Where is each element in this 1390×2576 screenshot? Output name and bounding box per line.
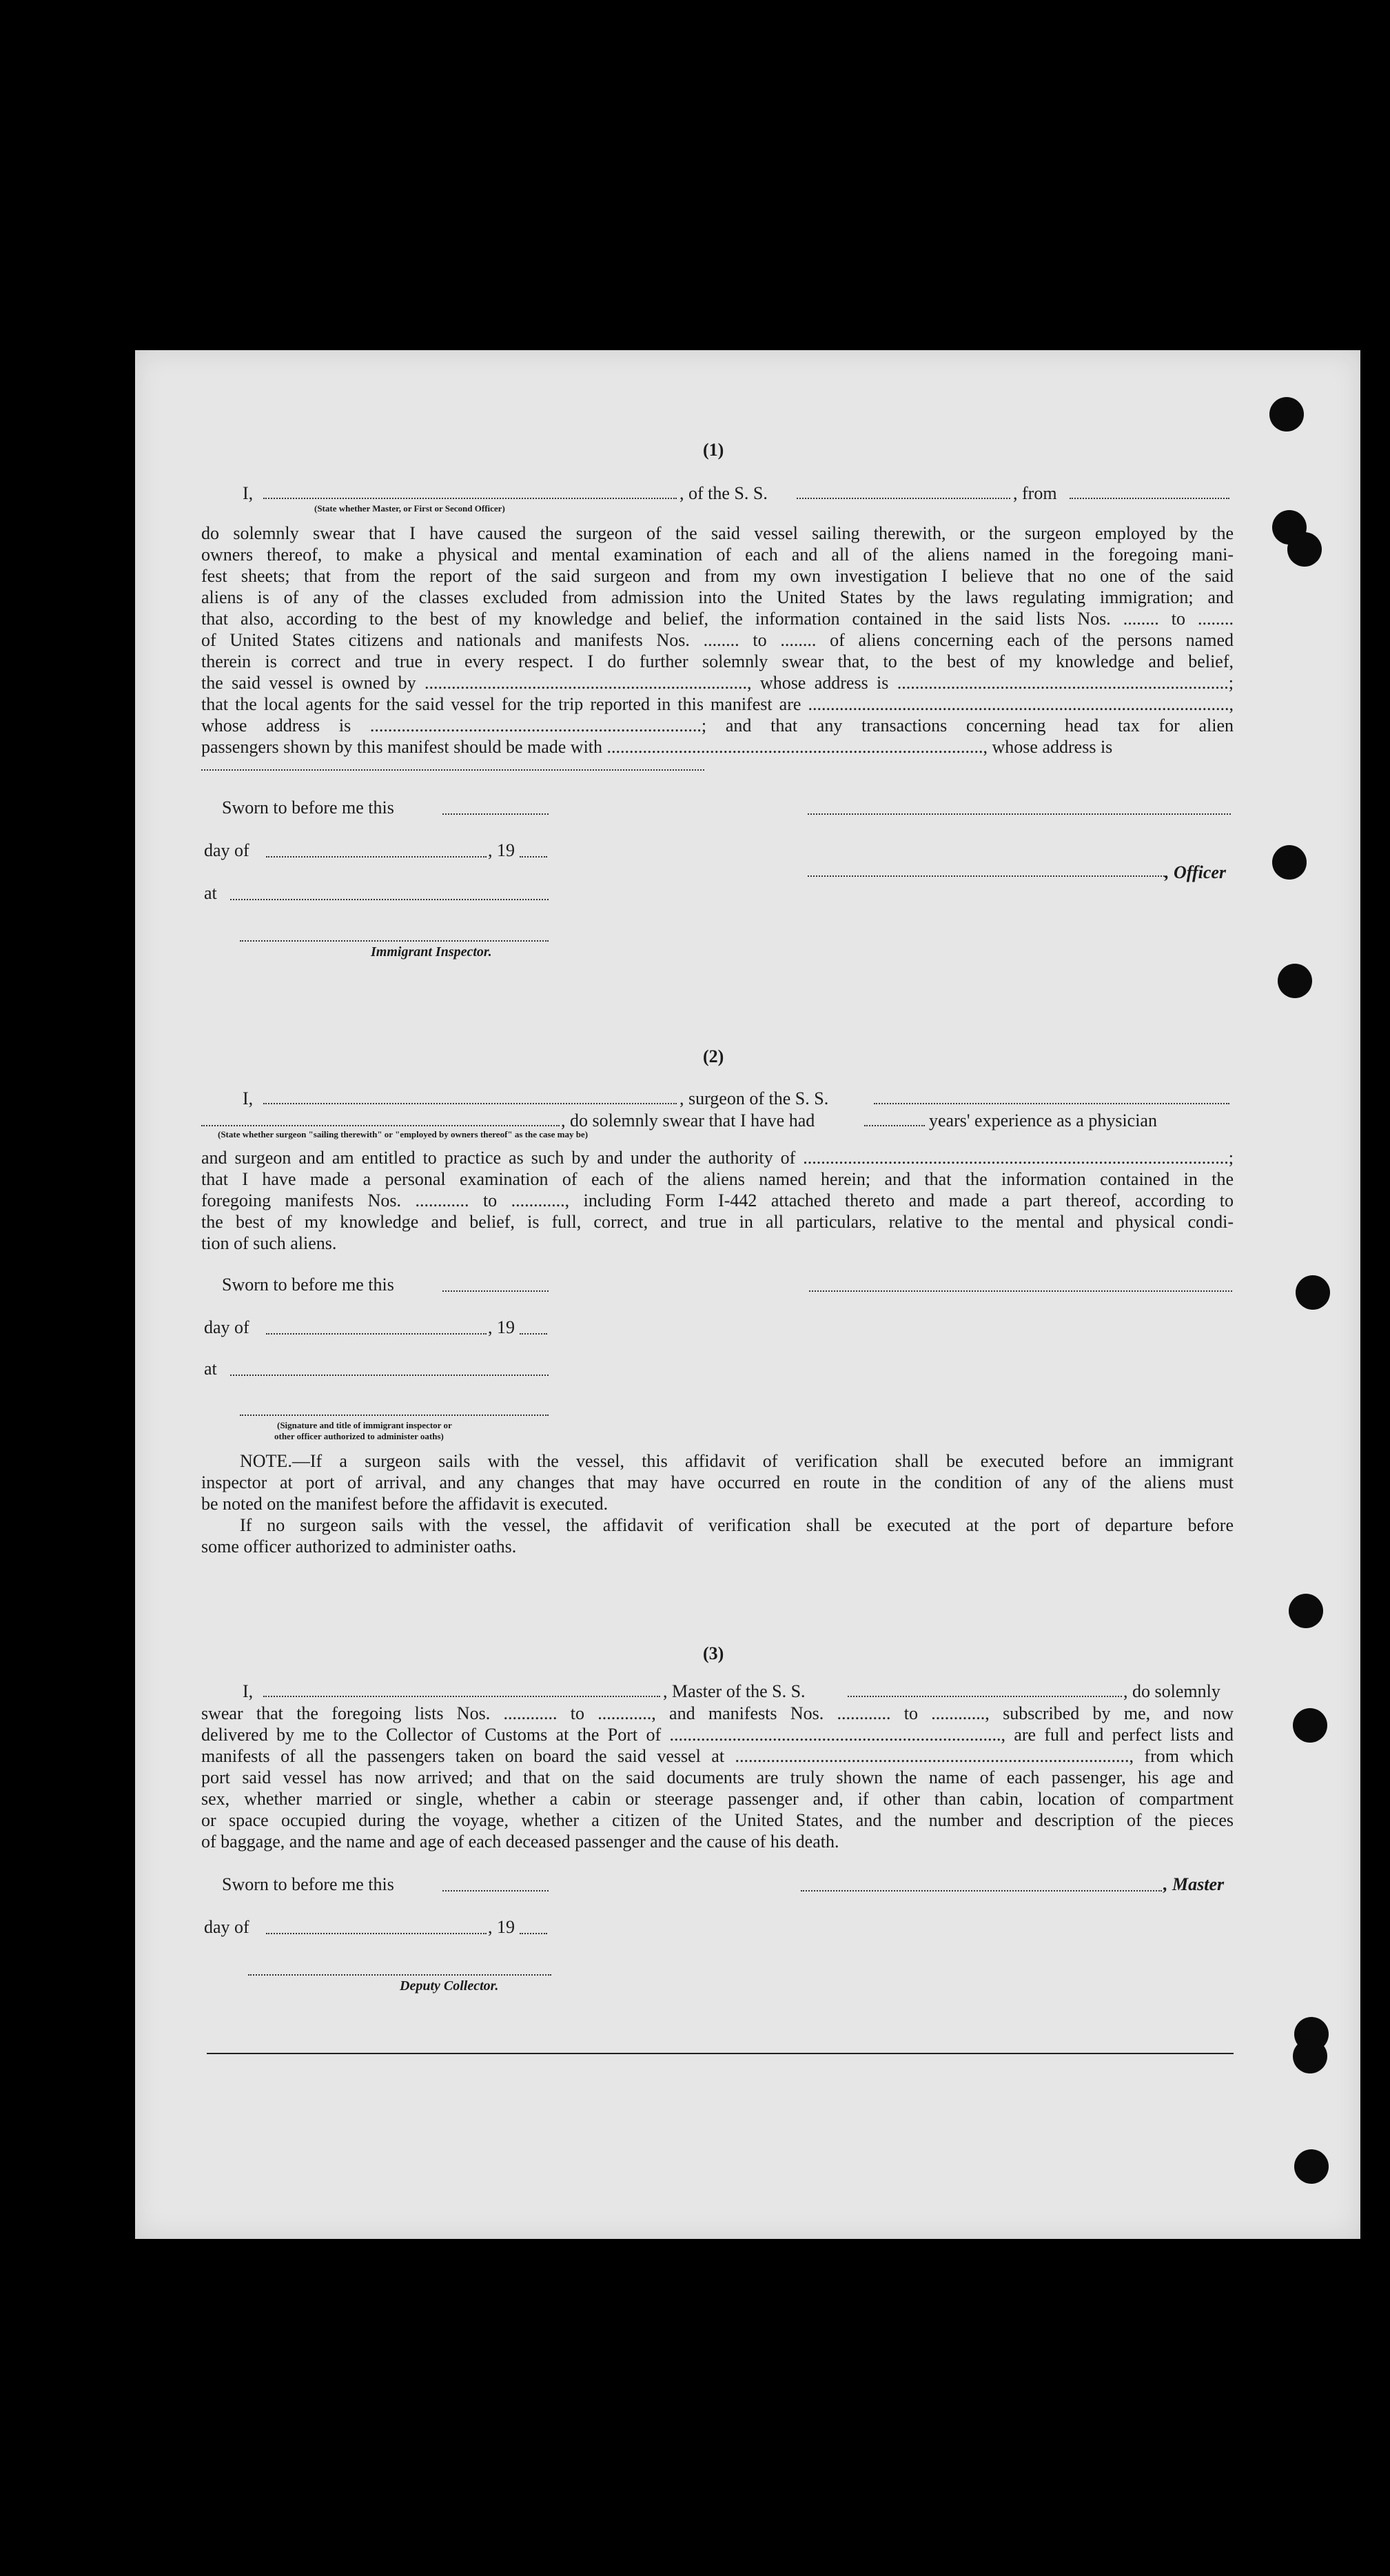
surgeon-name-field[interactable] [263, 1103, 677, 1104]
inspector-signature-line[interactable] [240, 940, 549, 942]
collector-label: Deputy Collector. [400, 1978, 499, 1994]
year-field[interactable] [520, 1333, 547, 1335]
do-solemnly-label: , do solemnly swear that I have had [561, 1110, 815, 1130]
sworn-day-field[interactable] [442, 1890, 549, 1892]
section-2-note: NOTE.—If a surgeon sails with the vessel, this affidavit of verification shall be executed before an immigrant inspector at port of arrival, and any changes that may have occurred en route in the condition of any of the aliens must be noted on the manifest before the affidavit is executed. If no surgeon sails with the vessel, the affidavit of verification shall be executed at the port of departure before some officer authorized to administer oaths. [201, 1451, 1234, 1556]
inspector-label: Immigrant Inspector. [371, 944, 492, 960]
sworn-label: Sworn to before me this [222, 1275, 394, 1295]
section-3-intro: I, [243, 1681, 254, 1701]
day-of-label: day of [204, 1317, 249, 1337]
section-2-intro: I, [243, 1088, 254, 1108]
master-name-field[interactable] [263, 1696, 660, 1697]
officer-signature-line[interactable] [808, 813, 1231, 815]
at-label: at [204, 883, 217, 903]
day-of-field[interactable] [266, 1933, 487, 1934]
years-experience-field[interactable] [864, 1125, 925, 1126]
officer-title-field[interactable] [808, 875, 1165, 877]
punch-hole [1269, 397, 1304, 432]
section-2-body: and surgeon and am entitled to practice as such by and under the authority of ...............................................................................................; that I have made a personal examination of each of the aliens named herein; and that the information contained in the foregoing manifests Nos. ............ to ............, including Form I-442 attached thereto and made a part thereof, according to the best of my knowledge and belief, is full, correct, and true in all particulars, relative to the mental and physical condi- tion of such aliens. [201, 1148, 1234, 1253]
officer-name-field[interactable] [263, 498, 677, 499]
signature-note-2: other officer authorized to administer oaths) [274, 1431, 444, 1441]
at-field[interactable] [230, 899, 549, 900]
punch-hole [1296, 1275, 1330, 1310]
officer-label: , Officer [1165, 862, 1227, 882]
officer-note: (State whether Master, or First or Second Officer) [314, 503, 505, 514]
section-2-number: (2) [703, 1046, 724, 1066]
year-field[interactable] [520, 856, 547, 858]
surgeon-of-label: , surgeon of the S. S. [679, 1088, 829, 1108]
master-signature-line[interactable] [801, 1890, 1162, 1892]
sworn-label: Sworn to before me this [222, 1874, 394, 1894]
day-of-field[interactable] [266, 856, 487, 858]
collector-signature-line[interactable] [248, 1974, 551, 1976]
section-1-body: do solemnly swear that I have caused the surgeon of the said vessel sailing therewith, or the surgeon employed by the owners thereof, to make a physical and mental examination of each and all of the aliens named in the foregoing mani- fest sheets; that from the report of the said surgeon and from my own investigation I believe that no one of the said aliens is of any of the classes excluded from admission into the United States by the laws regulating immigration; and that also, according to the best of my knowledge and belief, the information contained in the said lists Nos. ........ to ........ of United States citizens and nationals and manifests Nos. ........ to ........ of aliens concerning each of the persons named therein is correct and true in every respect. I do further solemnly swear that, to the best of my knowledge and belief, the said vessel is owned by ........................................................................, whose address is ..........................................................................; that the local agents for the said vessel for the trip reported in this manifest are .............................................................................................., whose address is ..........................................................................; and that any transactions concerning head tax for alien passengers shown by this manifest should be made with ...................................................................................., whose address is [201, 523, 1234, 757]
master-vessel-field[interactable] [848, 1696, 1122, 1697]
sworn-day-field[interactable] [442, 1290, 549, 1292]
year-field[interactable] [520, 1933, 547, 1934]
section-1-intro: I, [243, 483, 254, 503]
section-1-number: (1) [703, 440, 724, 460]
day-of-field[interactable] [266, 1333, 487, 1335]
surgeon-vessel-field[interactable] [874, 1103, 1229, 1104]
head-tax-address-field[interactable] [201, 769, 704, 771]
signature-note-1: (Signature and title of immigrant inspector or [277, 1420, 452, 1430]
year-label: , 19 [488, 840, 515, 860]
punch-hole [1289, 1594, 1323, 1628]
surgeon-status-field[interactable] [201, 1125, 560, 1126]
day-of-label: day of [204, 1917, 249, 1937]
years-experience-label: years' experience as a physician [929, 1110, 1157, 1130]
inspector-signature-line[interactable] [240, 1414, 549, 1416]
do-solemnly-label: , do solemnly [1123, 1681, 1220, 1701]
year-label: , 19 [488, 1917, 515, 1937]
section-3-body: swear that the foregoing lists Nos. ............ to ............, and manifests Nos. ............ to ............, subscribed by me, and now delivered by me to the Collector of Customs at the Port of .........................................................................., are full and perfect lists and manifests of all the passengers taken on board the said vessel at ........................................................................................, from which port said vessel has now arrived; and that on the said documents are truly shown the name of each passenger, his age and sex, whether married or single, whether a cabin or steerage passenger and, if other than cabin, location of compartment or space occupied during the voyage, whether a citizen of the United States, and the number and description of the pieces of baggage, and the name and age of each deceased passenger and the cause of his death. [201, 1703, 1234, 1852]
vessel-name-field[interactable] [797, 498, 1010, 499]
punch-hole [1272, 845, 1307, 880]
punch-hole [1287, 532, 1322, 567]
surgeon-signature-line[interactable] [809, 1290, 1232, 1292]
manifest-page [135, 350, 1360, 2239]
punch-hole [1293, 2039, 1327, 2073]
punch-hole [1294, 2149, 1329, 2184]
sworn-label: Sworn to before me this [222, 798, 394, 818]
bottom-rule [207, 2053, 1234, 2054]
punch-hole [1278, 964, 1312, 998]
day-of-label: day of [204, 840, 249, 860]
section-3-number: (3) [703, 1643, 724, 1663]
from-label: , from [1013, 483, 1057, 503]
sworn-day-field[interactable] [442, 813, 549, 815]
master-of-label: , Master of the S. S. [663, 1681, 806, 1701]
at-label: at [204, 1359, 217, 1379]
year-label: , 19 [488, 1317, 515, 1337]
punch-hole [1293, 1708, 1327, 1743]
surgeon-note: (State whether surgeon "sailing therewith" or "employed by owners thereof" as the case may be) [218, 1129, 589, 1139]
of-ss-label: , of the S. S. [679, 483, 768, 503]
from-port-field[interactable] [1070, 498, 1229, 499]
master-label: , Master [1163, 1874, 1225, 1894]
at-field[interactable] [230, 1375, 549, 1376]
